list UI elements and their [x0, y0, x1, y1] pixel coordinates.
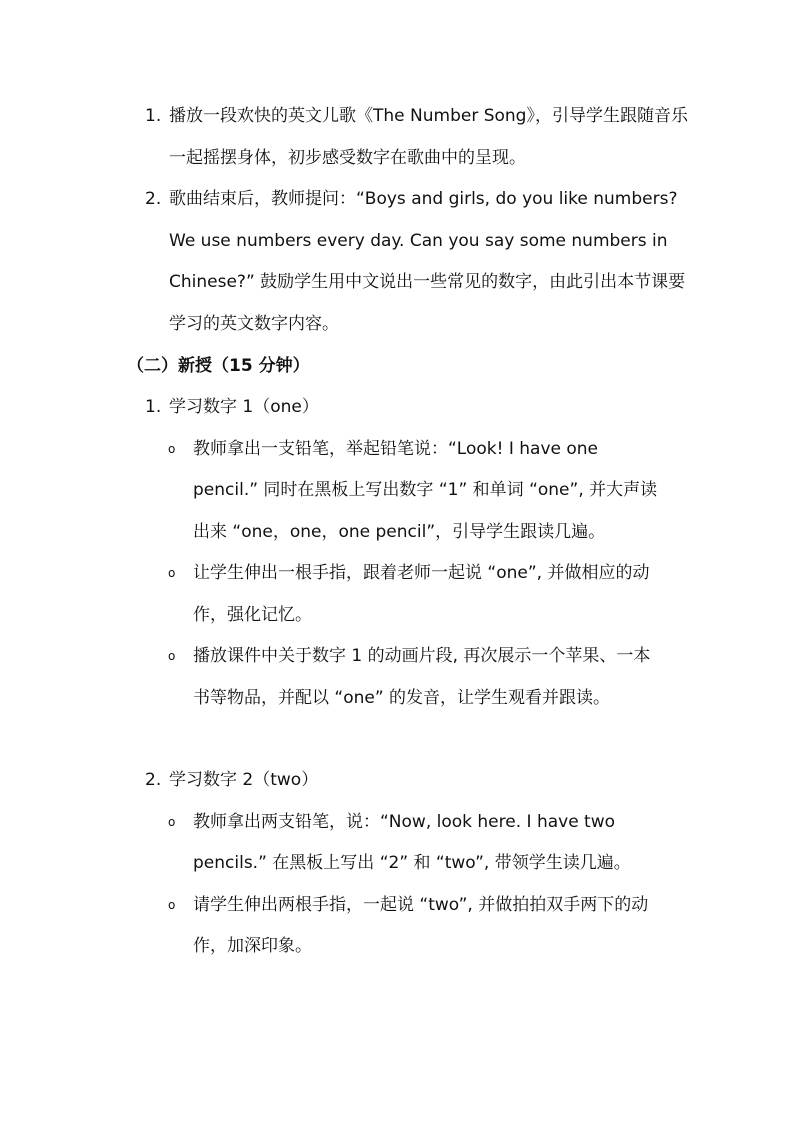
bullet-text: 请学生伸出两根手指，一起说 “two”, 并做拍拍双手两下的动作，加深印象。 — [193, 894, 649, 956]
list-item — [145, 179, 690, 345]
intro-list — [145, 96, 690, 345]
bullet-marker: o — [168, 649, 176, 663]
list-number: 1. — [145, 106, 162, 126]
bullet-item — [168, 802, 666, 885]
list-number: 1. — [145, 397, 162, 417]
bullet-list — [168, 802, 666, 968]
bullet-item — [168, 885, 666, 968]
sub-section-title: 学习数字 1（one） — [169, 397, 319, 417]
bullet-item — [168, 429, 666, 554]
bullet-item — [168, 553, 666, 636]
sub-section-title: 学习数字 2（two） — [169, 770, 319, 790]
section-heading: （二）新授（15 分钟） — [127, 356, 310, 376]
bullet-text: 播放课件中关于数字 1 的动画片段, 再次展示一个苹果、一本书等物品，并配以 “one” 的发音，让学生观看并跟读。 — [193, 646, 651, 708]
list-text: 播放一段欢快的英文儿歌《The Number Song》，引导学生跟随音乐一起摇摆身体，初步感受数字在歌曲中的呈现。 — [169, 106, 688, 168]
sub-section-one — [145, 387, 690, 719]
bullet-marker: o — [168, 897, 176, 912]
list-item — [145, 96, 690, 179]
bullet-text: 教师拿出两支铅笔，说：“Now, look here. I have two pencils.” 在黑板上写出 “2” 和 “two”, 带领学生读几遍。 — [193, 811, 631, 873]
list-number: 2. — [145, 189, 162, 209]
sub-section-title-row — [145, 387, 690, 429]
list-text: 歌曲结束后，教师提问：“Boys and girls, do you like numbers? We use numbers every day. Can you say some numbers in Chinese?” 鼓励学生用中文说出一些常见的数字，由此引出本节课要学习的英文数字内容。 — [169, 189, 686, 334]
sub-section-two — [145, 760, 690, 968]
list-number: 2. — [145, 770, 162, 790]
bullet-marker: o — [168, 441, 176, 456]
bullet-marker: o — [168, 814, 176, 829]
bullet-item — [168, 636, 666, 719]
bullet-marker: o — [168, 566, 176, 580]
bullet-list — [168, 429, 666, 720]
sub-section-title-row — [145, 760, 690, 802]
bullet-text: 教师拿出一支铅笔，举起铅笔说：“Look! I have one pencil.” 同时在黑板上写出数字 “1” 和单词 “one”, 并大声读出来 “one，one，one pencil”，引导学生跟读几遍。 — [193, 438, 658, 542]
bullet-text: 让学生伸出一根手指，跟着老师一起说 “one”, 并做相应的动作，强化记忆。 — [193, 563, 650, 625]
